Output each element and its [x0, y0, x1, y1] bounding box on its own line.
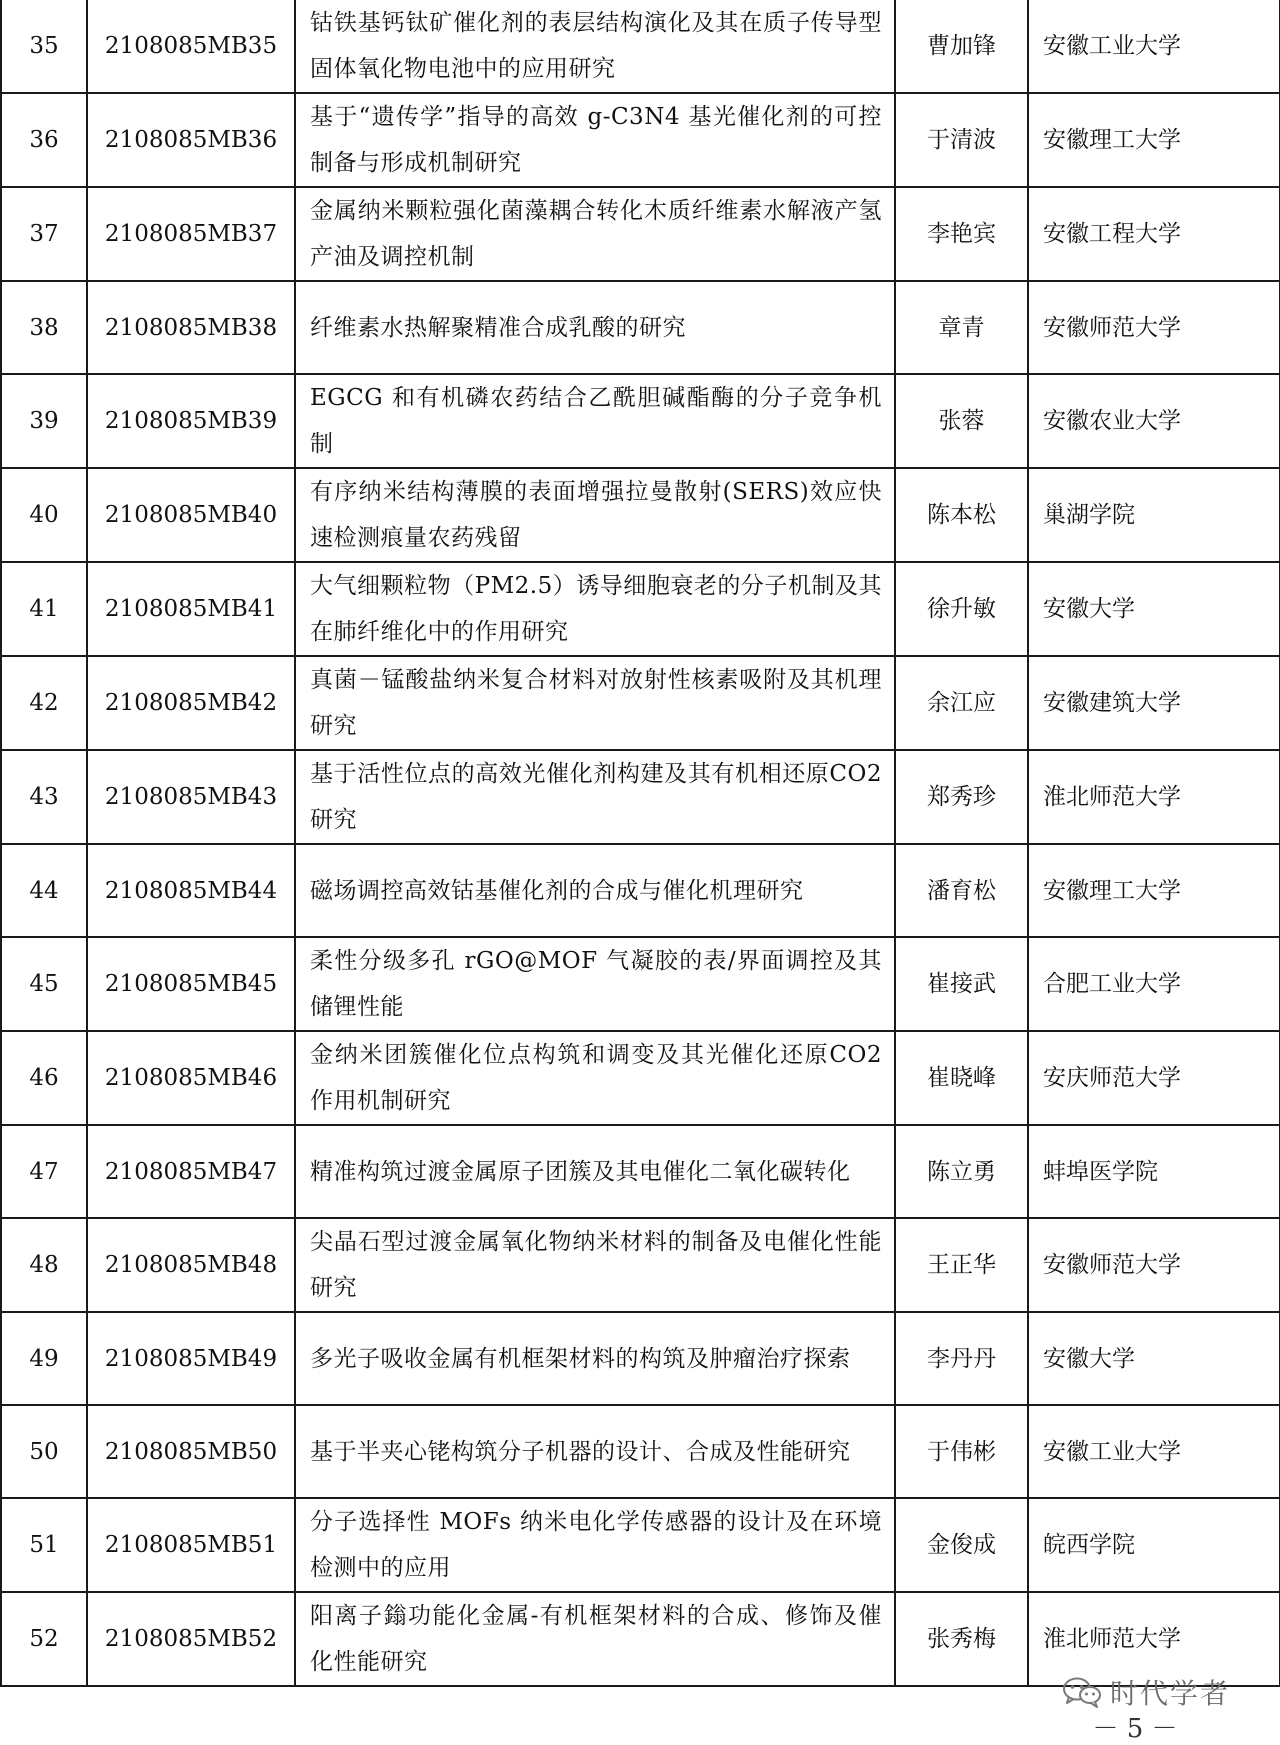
project-id: 2108085MB35	[87, 0, 295, 93]
row-number: 50	[1, 1405, 87, 1498]
institution: 合肥工业大学	[1028, 937, 1280, 1031]
row-number: 44	[1, 844, 87, 937]
project-title: 磁场调控高效钴基催化剂的合成与催化机理研究	[295, 844, 895, 937]
principal-investigator: 郑秀珍	[895, 750, 1028, 844]
project-title: 尖晶石型过渡金属氧化物纳米材料的制备及电催化性能研究	[295, 1218, 895, 1312]
row-number: 42	[1, 656, 87, 750]
table-row	[1, 0, 1280, 93]
principal-investigator: 余江应	[895, 656, 1028, 750]
project-id: 2108085MB50	[87, 1405, 295, 1498]
institution: 安徽大学	[1028, 562, 1280, 656]
watermark-text: 时代学者	[1110, 1677, 1231, 1710]
row-number: 47	[1, 1125, 87, 1218]
watermark	[1062, 1672, 1230, 1712]
principal-investigator: 曹加锋	[895, 0, 1028, 93]
table-row	[1, 281, 1280, 374]
project-id: 2108085MB46	[87, 1031, 295, 1125]
project-table-body	[1, 0, 1280, 1686]
row-number: 38	[1, 281, 87, 374]
principal-investigator: 金俊成	[895, 1498, 1028, 1592]
project-id: 2108085MB51	[87, 1498, 295, 1592]
project-id: 2108085MB41	[87, 562, 295, 656]
institution: 安徽理工大学	[1028, 93, 1280, 187]
principal-investigator: 王正华	[895, 1218, 1028, 1312]
institution: 安徽工程大学	[1028, 187, 1280, 281]
institution: 安徽师范大学	[1028, 1218, 1280, 1312]
project-title: 多光子吸收金属有机框架材料的构筑及肿瘤治疗探索	[295, 1312, 895, 1405]
project-title: 柔性分级多孔 rGO@MOF 气凝胶的表/界面调控及其储锂性能	[295, 937, 895, 1031]
institution: 淮北师范大学	[1028, 1592, 1280, 1686]
row-number: 37	[1, 187, 87, 281]
project-title: 分子选择性 MOFs 纳米电化学传感器的设计及在环境检测中的应用	[295, 1498, 895, 1592]
project-id: 2108085MB43	[87, 750, 295, 844]
row-number: 52	[1, 1592, 87, 1686]
project-title: 钴铁基钙钛矿催化剂的表层结构演化及其在质子传导型固体氧化物电池中的应用研究	[295, 0, 895, 93]
project-id: 2108085MB48	[87, 1218, 295, 1312]
principal-investigator: 章青	[895, 281, 1028, 374]
project-id: 2108085MB39	[87, 374, 295, 468]
wechat-icon	[1062, 1676, 1102, 1708]
row-number: 41	[1, 562, 87, 656]
project-title: 有序纳米结构薄膜的表面增强拉曼散射(SERS)效应快速检测痕量农药残留	[295, 468, 895, 562]
institution: 巢湖学院	[1028, 468, 1280, 562]
table-row	[1, 1218, 1280, 1312]
table-row	[1, 374, 1280, 468]
row-number: 49	[1, 1312, 87, 1405]
project-title: 基于半夹心铑构筑分子机器的设计、合成及性能研究	[295, 1405, 895, 1498]
principal-investigator: 陈本松	[895, 468, 1028, 562]
table-row	[1, 1498, 1280, 1592]
project-id: 2108085MB45	[87, 937, 295, 1031]
row-number: 46	[1, 1031, 87, 1125]
institution: 蚌埠医学院	[1028, 1125, 1280, 1218]
row-number: 51	[1, 1498, 87, 1592]
table-row	[1, 937, 1280, 1031]
row-number: 36	[1, 93, 87, 187]
project-title: 金属纳米颗粒强化菌藻耦合转化木质纤维素水解液产氢产油及调控机制	[295, 187, 895, 281]
table-row	[1, 844, 1280, 937]
table-row	[1, 187, 1280, 281]
row-number: 48	[1, 1218, 87, 1312]
institution: 安庆师范大学	[1028, 1031, 1280, 1125]
row-number: 35	[1, 0, 87, 93]
project-id: 2108085MB52	[87, 1592, 295, 1686]
institution: 皖西学院	[1028, 1498, 1280, 1592]
row-number: 40	[1, 468, 87, 562]
table-row	[1, 93, 1280, 187]
institution: 安徽师范大学	[1028, 281, 1280, 374]
principal-investigator: 李丹丹	[895, 1312, 1028, 1405]
principal-investigator: 崔晓峰	[895, 1031, 1028, 1125]
principal-investigator: 潘育松	[895, 844, 1028, 937]
project-id: 2108085MB44	[87, 844, 295, 937]
project-id: 2108085MB38	[87, 281, 295, 374]
project-id: 2108085MB37	[87, 187, 295, 281]
institution: 安徽建筑大学	[1028, 656, 1280, 750]
page-number: － 5 －	[1092, 1714, 1178, 1744]
table-row	[1, 562, 1280, 656]
table-row	[1, 1031, 1280, 1125]
principal-investigator: 张蓉	[895, 374, 1028, 468]
table-row	[1, 1125, 1280, 1218]
project-title: 阳离子鎓功能化金属-有机框架材料的合成、修饰及催化性能研究	[295, 1592, 895, 1686]
project-title: EGCG 和有机磷农药结合乙酰胆碱酯酶的分子竞争机制	[295, 374, 895, 468]
project-id: 2108085MB36	[87, 93, 295, 187]
row-number: 43	[1, 750, 87, 844]
project-id: 2108085MB40	[87, 468, 295, 562]
principal-investigator: 徐升敏	[895, 562, 1028, 656]
project-title: 精准构筑过渡金属原子团簇及其电催化二氧化碳转化	[295, 1125, 895, 1218]
principal-investigator: 于伟彬	[895, 1405, 1028, 1498]
row-number: 45	[1, 937, 87, 1031]
project-id: 2108085MB42	[87, 656, 295, 750]
principal-investigator: 崔接武	[895, 937, 1028, 1031]
principal-investigator: 李艳宾	[895, 187, 1028, 281]
principal-investigator: 于清波	[895, 93, 1028, 187]
project-title: 金纳米团簇催化位点构筑和调变及其光催化还原CO2 作用机制研究	[295, 1031, 895, 1125]
row-number: 39	[1, 374, 87, 468]
institution: 安徽工业大学	[1028, 1405, 1280, 1498]
project-title: 基于活性位点的高效光催化剂构建及其有机相还原CO2 研究	[295, 750, 895, 844]
project-title: 纤维素水热解聚精准合成乳酸的研究	[295, 281, 895, 374]
institution: 安徽理工大学	[1028, 844, 1280, 937]
project-id: 2108085MB47	[87, 1125, 295, 1218]
project-title: 基于“遗传学”指导的高效 g-C3N4 基光催化剂的可控制备与形成机制研究	[295, 93, 895, 187]
institution: 安徽工业大学	[1028, 0, 1280, 93]
project-title: 真菌－锰酸盐纳米复合材料对放射性核素吸附及其机理研究	[295, 656, 895, 750]
table-row	[1, 750, 1280, 844]
principal-investigator: 陈立勇	[895, 1125, 1028, 1218]
table-row	[1, 656, 1280, 750]
project-id: 2108085MB49	[87, 1312, 295, 1405]
institution: 安徽大学	[1028, 1312, 1280, 1405]
table-row	[1, 468, 1280, 562]
institution: 淮北师范大学	[1028, 750, 1280, 844]
table-row	[1, 1405, 1280, 1498]
institution: 安徽农业大学	[1028, 374, 1280, 468]
project-title: 大气细颗粒物（PM2.5）诱导细胞衰老的分子机制及其在肺纤维化中的作用研究	[295, 562, 895, 656]
table-row	[1, 1312, 1280, 1405]
principal-investigator: 张秀梅	[895, 1592, 1028, 1686]
